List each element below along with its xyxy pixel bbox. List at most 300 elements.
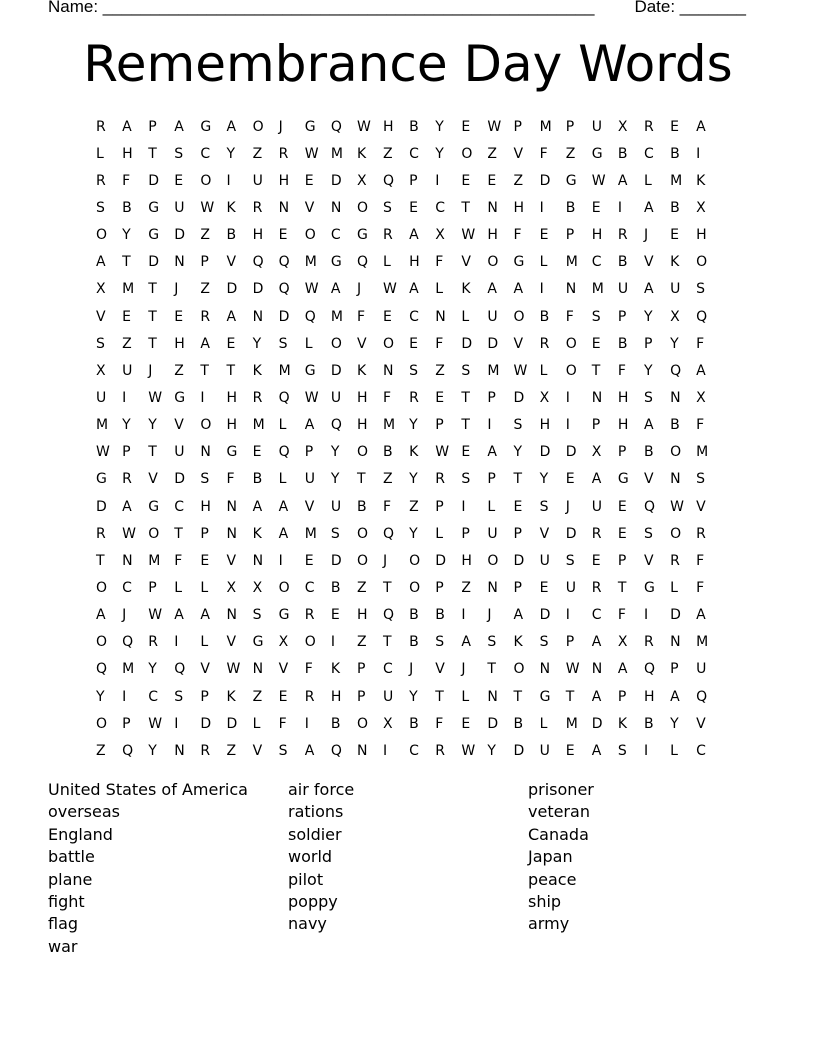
grid-letter: T xyxy=(461,199,470,216)
grid-letter: A xyxy=(487,281,497,298)
grid-letter: K xyxy=(356,362,367,379)
grid-letter: U xyxy=(670,281,681,298)
grid-letter: S xyxy=(487,634,497,651)
grid-letter: I xyxy=(539,281,544,298)
grid-letter: E xyxy=(304,172,314,189)
grid-letter: N xyxy=(122,552,133,569)
grid-letter: K xyxy=(252,362,262,379)
grid-letter: Z xyxy=(383,145,393,162)
grid-letter: N xyxy=(356,742,368,759)
grid-letter: F xyxy=(122,172,131,189)
grid-letter: L xyxy=(643,172,652,189)
grid-letter: L xyxy=(278,471,287,488)
grid-letter: X xyxy=(591,444,602,461)
grid-letter: B xyxy=(539,308,550,325)
grid-letter: B xyxy=(122,199,132,216)
grid-letter: Q xyxy=(383,172,395,189)
grid-letter: K xyxy=(513,634,523,651)
grid-letter: E xyxy=(122,308,131,325)
grid-letter: V xyxy=(643,471,654,488)
grid-letter: A xyxy=(96,254,106,271)
grid-letter: A xyxy=(591,471,602,488)
grid-letter: K xyxy=(670,254,680,271)
grid-letter: T xyxy=(200,362,209,379)
grid-letter: T xyxy=(383,634,392,651)
grid-letter: Y xyxy=(330,471,340,488)
word-list-item: prisoner xyxy=(528,780,594,799)
grid-letter: M xyxy=(539,118,552,135)
grid-letter: H xyxy=(643,688,655,705)
grid-letter: H xyxy=(461,552,472,569)
grid-letter: U xyxy=(591,118,603,135)
grid-letter: D xyxy=(487,715,499,732)
grid-letter: E xyxy=(461,715,471,732)
grid-letter: U xyxy=(383,688,394,705)
word-list-item: air force xyxy=(288,780,355,799)
grid-letter: C xyxy=(122,579,132,596)
grid-letter: U xyxy=(591,498,603,515)
grid-letter: P xyxy=(487,471,496,488)
grid-letter: K xyxy=(252,525,262,542)
grid-letter: Y xyxy=(435,118,444,135)
grid-letter: G xyxy=(226,444,238,461)
grid-letter: R xyxy=(304,607,315,624)
grid-letter: P xyxy=(435,579,444,596)
grid-letter: D xyxy=(226,281,238,298)
grid-letter: V xyxy=(148,471,158,488)
grid-letter: A xyxy=(278,498,289,515)
grid-letter: R xyxy=(122,471,132,488)
grid-letter: Y xyxy=(96,688,105,705)
grid-letter: Q xyxy=(304,308,316,325)
grid-letter: X xyxy=(383,715,393,732)
grid-letter: Y xyxy=(643,362,653,379)
grid-letter: E xyxy=(409,335,418,352)
grid-letter: D xyxy=(487,335,499,352)
grid-letter: O xyxy=(278,579,290,596)
grid-letter: T xyxy=(226,362,236,379)
grid-letter: C xyxy=(591,607,602,624)
grid-letter: O xyxy=(304,227,316,244)
grid-letter: C xyxy=(330,227,341,244)
grid-letter: P xyxy=(200,254,209,271)
grid-letter: L xyxy=(670,579,678,596)
grid-letter: I xyxy=(696,145,701,162)
grid-letter: E xyxy=(565,471,575,488)
grid-letter: D xyxy=(461,335,473,352)
grid-letter: S xyxy=(513,417,523,434)
grid-letter: Z xyxy=(383,471,393,488)
grid-letter: M xyxy=(591,281,604,298)
grid-letter: X xyxy=(96,362,106,379)
grid-letter: B xyxy=(409,118,419,135)
grid-letter: B xyxy=(409,607,419,624)
grid-letter: H xyxy=(278,172,290,189)
grid-letter: Z xyxy=(409,498,419,515)
grid-letter: C xyxy=(643,145,654,162)
grid-letter: H xyxy=(591,227,603,244)
grid-letter: R xyxy=(643,118,654,135)
grid-letter: A xyxy=(174,607,184,624)
grid-letter: Q xyxy=(96,661,108,678)
grid-letter: A xyxy=(696,607,706,624)
grid-letter: X xyxy=(435,227,445,244)
grid-letter: O xyxy=(252,118,264,135)
word-list-item: ship xyxy=(528,892,562,912)
grid-letter: K xyxy=(461,281,471,298)
grid-letter: Z xyxy=(435,362,445,379)
grid-letter: S xyxy=(435,634,445,651)
grid-letter: D xyxy=(539,607,551,624)
grid-letter: N xyxy=(226,607,237,624)
grid-letter: T xyxy=(148,281,157,298)
word-list-item: veteran xyxy=(528,802,590,822)
grid-letter: Q xyxy=(122,742,134,759)
word-list-item: war xyxy=(48,936,78,956)
grid-letter: O xyxy=(696,254,708,271)
grid-letter: A xyxy=(409,227,419,244)
grid-letter: A xyxy=(591,634,602,651)
grid-letter: N xyxy=(670,471,681,488)
grid-letter: B xyxy=(409,634,419,651)
grid-letter: S xyxy=(461,471,471,488)
grid-letter: F xyxy=(435,715,444,732)
grid-letter: S xyxy=(643,389,653,406)
grid-letter: W xyxy=(565,661,580,678)
grid-letter: E xyxy=(670,227,679,244)
grid-letter: T xyxy=(461,417,470,434)
grid-letter: O xyxy=(513,308,525,325)
grid-letter: B xyxy=(435,607,445,624)
grid-letter: M xyxy=(304,254,317,271)
grid-letter: R xyxy=(148,634,158,651)
grid-letter: S xyxy=(330,525,340,542)
grid-letter: N xyxy=(252,552,264,569)
word-list-item: England xyxy=(48,824,113,844)
grid-letter: Q xyxy=(643,498,655,515)
grid-letter: U xyxy=(174,444,185,461)
grid-letter: R xyxy=(696,525,706,542)
grid-letter: A xyxy=(252,498,263,515)
grid-letter: V xyxy=(96,308,106,325)
grid-letter: P xyxy=(513,579,522,596)
grid-letter: G xyxy=(174,389,186,406)
grid-letter: T xyxy=(513,688,523,705)
grid-letter: I xyxy=(643,607,649,624)
grid-letter: P xyxy=(435,498,444,515)
word-list-item: United States of America xyxy=(48,780,248,799)
grid-letter: U xyxy=(122,362,133,379)
grid-letter: T xyxy=(487,661,496,678)
grid-letter: S xyxy=(278,742,288,759)
grid-letter: V xyxy=(643,254,654,271)
page-title: Remembrance Day Words xyxy=(83,35,733,93)
grid-letter: U xyxy=(539,742,550,759)
grid-letter: G xyxy=(96,471,107,488)
grid-letter: D xyxy=(174,471,186,488)
grid-letter: C xyxy=(174,498,185,515)
grid-letter: E xyxy=(278,688,288,705)
grid-letter: W xyxy=(513,362,528,379)
grid-letter: W xyxy=(304,145,319,162)
grid-letter: Y xyxy=(148,417,157,434)
grid-letter: I xyxy=(304,715,309,732)
grid-letter: C xyxy=(409,742,419,759)
grid-letter: I xyxy=(200,389,205,406)
grid-letter: C xyxy=(304,579,315,596)
grid-letter: H xyxy=(539,417,551,434)
grid-letter: N xyxy=(174,254,185,271)
grid-letter: P xyxy=(617,444,627,461)
grid-letter: O xyxy=(670,444,682,461)
grid-letter: A xyxy=(696,118,706,135)
grid-letter: S xyxy=(200,471,210,488)
grid-letter: D xyxy=(435,552,446,569)
grid-letter: G xyxy=(148,227,160,244)
grid-letter: D xyxy=(226,715,238,732)
grid-letter: C xyxy=(200,145,211,162)
grid-letter: Q xyxy=(330,417,342,434)
grid-letter: W xyxy=(461,227,476,244)
grid-letter: N xyxy=(330,199,342,216)
grid-letter: O xyxy=(513,661,525,678)
grid-letter: E xyxy=(409,199,418,216)
grid-letter: N xyxy=(591,661,603,678)
grid-letter: F xyxy=(696,579,705,596)
grid-letter: P xyxy=(670,661,679,678)
grid-letter: A xyxy=(330,281,341,298)
grid-letter: N xyxy=(591,389,603,406)
word-list-item: flag xyxy=(48,914,79,934)
grid-letter: R xyxy=(96,172,106,189)
grid-letter: R xyxy=(383,227,393,244)
grid-letter: T xyxy=(356,471,366,488)
word-list-item: pilot xyxy=(288,869,324,889)
grid-letter: P xyxy=(461,525,470,542)
grid-letter: Y xyxy=(513,444,523,461)
grid-letter: E xyxy=(513,498,523,515)
grid-letter: B xyxy=(513,715,524,732)
grid-letter: E xyxy=(383,308,392,325)
grid-letter: A xyxy=(96,607,106,624)
grid-letter: K xyxy=(409,444,419,461)
grid-letter: W xyxy=(148,607,163,624)
grid-letter: A xyxy=(643,417,654,434)
grid-letter: E xyxy=(539,227,549,244)
grid-letter: Q xyxy=(696,308,708,325)
grid-letter: V xyxy=(513,145,524,162)
grid-letter: O xyxy=(487,552,499,569)
grid-letter: B xyxy=(617,145,628,162)
grid-letter: S xyxy=(383,199,392,216)
grid-letter: D xyxy=(278,308,290,325)
grid-letter: P xyxy=(617,552,627,569)
grid-letter: Z xyxy=(174,362,184,379)
grid-letter: V xyxy=(696,715,706,732)
grid-letter: I xyxy=(565,417,570,434)
grid-letter: V xyxy=(304,199,315,216)
grid-letter: I xyxy=(617,199,623,216)
grid-letter: W xyxy=(148,389,163,406)
grid-letter: V xyxy=(174,417,184,434)
grid-letter: G xyxy=(200,118,212,135)
grid-letter: N xyxy=(200,444,211,461)
grid-letter: B xyxy=(565,199,576,216)
grid-letter: N xyxy=(487,688,498,705)
word-list-column-2 xyxy=(288,779,354,936)
grid-letter: X xyxy=(539,389,550,406)
grid-letter: M xyxy=(278,362,291,379)
grid-letter: Q xyxy=(278,281,290,298)
grid-letter: J xyxy=(487,607,492,624)
grid-letter: L xyxy=(383,254,391,271)
grid-letter: O xyxy=(356,552,368,569)
grid-letter: I xyxy=(461,498,466,515)
grid-letter: O xyxy=(356,199,368,216)
grid-letter: S xyxy=(461,362,471,379)
grid-letter: T xyxy=(591,362,601,379)
grid-letter: I xyxy=(461,607,466,624)
grid-letter: J xyxy=(643,227,649,244)
grid-letter: G xyxy=(356,227,368,244)
grid-letter: I xyxy=(643,742,649,759)
grid-letter: L xyxy=(435,525,444,542)
grid-letter: E xyxy=(174,308,184,325)
grid-letter: R xyxy=(96,118,106,135)
grid-letter: P xyxy=(148,579,157,596)
grid-letter: A xyxy=(643,281,654,298)
grid-letter: M xyxy=(304,525,317,542)
grid-letter: N xyxy=(435,308,446,325)
letter-grid xyxy=(96,113,722,764)
grid-letter: M xyxy=(252,417,265,434)
grid-letter: Z xyxy=(356,579,367,596)
grid-letter: I xyxy=(278,552,283,569)
grid-letter: T xyxy=(148,308,157,325)
grid-letter: D xyxy=(330,362,342,379)
grid-letter: M xyxy=(696,444,709,461)
grid-letter: W xyxy=(670,498,684,515)
grid-letter: D xyxy=(565,525,577,542)
grid-letter: C xyxy=(435,199,445,216)
grid-letter: F xyxy=(383,389,392,406)
grid-letter: D xyxy=(591,715,603,732)
grid-letter: G xyxy=(278,607,290,624)
grid-letter: D xyxy=(148,254,159,271)
grid-letter: P xyxy=(617,308,627,325)
grid-letter: A xyxy=(304,742,315,759)
grid-letter: U xyxy=(330,498,342,515)
grid-letter: Z xyxy=(122,335,132,352)
grid-letter: W xyxy=(200,199,215,216)
grid-letter: L xyxy=(200,634,209,651)
grid-letter: O xyxy=(96,715,108,732)
grid-letter: L xyxy=(539,362,548,379)
grid-letter: N xyxy=(670,389,681,406)
grid-letter: W xyxy=(383,281,397,298)
grid-letter: S xyxy=(565,552,575,569)
grid-letter: H xyxy=(356,417,368,434)
grid-letter: F xyxy=(356,308,365,325)
grid-letter: H xyxy=(174,335,185,352)
grid-letter: L xyxy=(200,579,209,596)
grid-letter: F xyxy=(617,607,626,624)
grid-letter: N xyxy=(670,634,681,651)
grid-letter: R xyxy=(617,227,628,244)
grid-letter: A xyxy=(200,335,210,352)
grid-letter: G xyxy=(148,498,160,515)
grid-letter: U xyxy=(252,172,263,189)
grid-letter: R xyxy=(643,634,654,651)
grid-letter: T xyxy=(174,525,183,542)
grid-letter: D xyxy=(513,742,525,759)
grid-letter: P xyxy=(565,227,575,244)
grid-letter: V xyxy=(513,335,524,352)
grid-letter: U xyxy=(304,471,315,488)
grid-letter: P xyxy=(122,444,131,461)
grid-letter: N xyxy=(226,525,237,542)
grid-letter: Z xyxy=(513,172,524,189)
grid-letter: Z xyxy=(461,579,471,596)
grid-letter: D xyxy=(539,444,551,461)
grid-letter: T xyxy=(96,552,105,569)
grid-letter: R xyxy=(200,742,211,759)
grid-letter: S xyxy=(96,199,105,216)
grid-letter: U xyxy=(539,552,550,569)
grid-letter: X xyxy=(617,634,628,651)
grid-letter: A xyxy=(278,525,289,542)
grid-letter: E xyxy=(617,498,627,515)
grid-letter: M xyxy=(487,362,500,379)
grid-letter: A xyxy=(591,742,602,759)
grid-letter: O xyxy=(200,417,212,434)
grid-letter: Y xyxy=(409,471,418,488)
grid-letter: N xyxy=(565,281,577,298)
grid-letter: Q xyxy=(696,688,708,705)
grid-letter: Q xyxy=(278,444,290,461)
word-list-item: world xyxy=(288,847,333,867)
grid-letter: I xyxy=(565,607,570,624)
grid-letter: F xyxy=(278,715,287,732)
grid-letter: G xyxy=(591,145,603,162)
grid-letter: E xyxy=(461,172,471,189)
grid-letter: C xyxy=(409,145,419,162)
grid-letter: E xyxy=(304,552,314,569)
grid-letter: D xyxy=(670,607,681,624)
grid-letter: Q xyxy=(356,254,368,271)
grid-letter: W xyxy=(226,661,241,678)
grid-letter: H xyxy=(200,498,211,515)
grid-letter: R xyxy=(409,389,419,406)
grid-letter: P xyxy=(565,634,575,651)
grid-letter: N xyxy=(252,661,264,678)
grid-letter: S xyxy=(409,362,419,379)
grid-letter: S xyxy=(643,525,653,542)
grid-letter: M xyxy=(330,145,343,162)
grid-letter: D xyxy=(513,389,525,406)
grid-letter: W xyxy=(304,281,319,298)
grid-letter: P xyxy=(617,688,627,705)
grid-letter: N xyxy=(487,579,498,596)
grid-letter: G xyxy=(643,579,655,596)
grid-letter: J xyxy=(278,118,283,135)
grid-letter: U xyxy=(696,661,707,678)
grid-letter: F xyxy=(617,362,626,379)
grid-letter: O xyxy=(96,579,108,596)
grid-letter: E xyxy=(252,444,262,461)
grid-letter: L xyxy=(539,254,548,271)
grid-letter: W xyxy=(96,444,110,461)
